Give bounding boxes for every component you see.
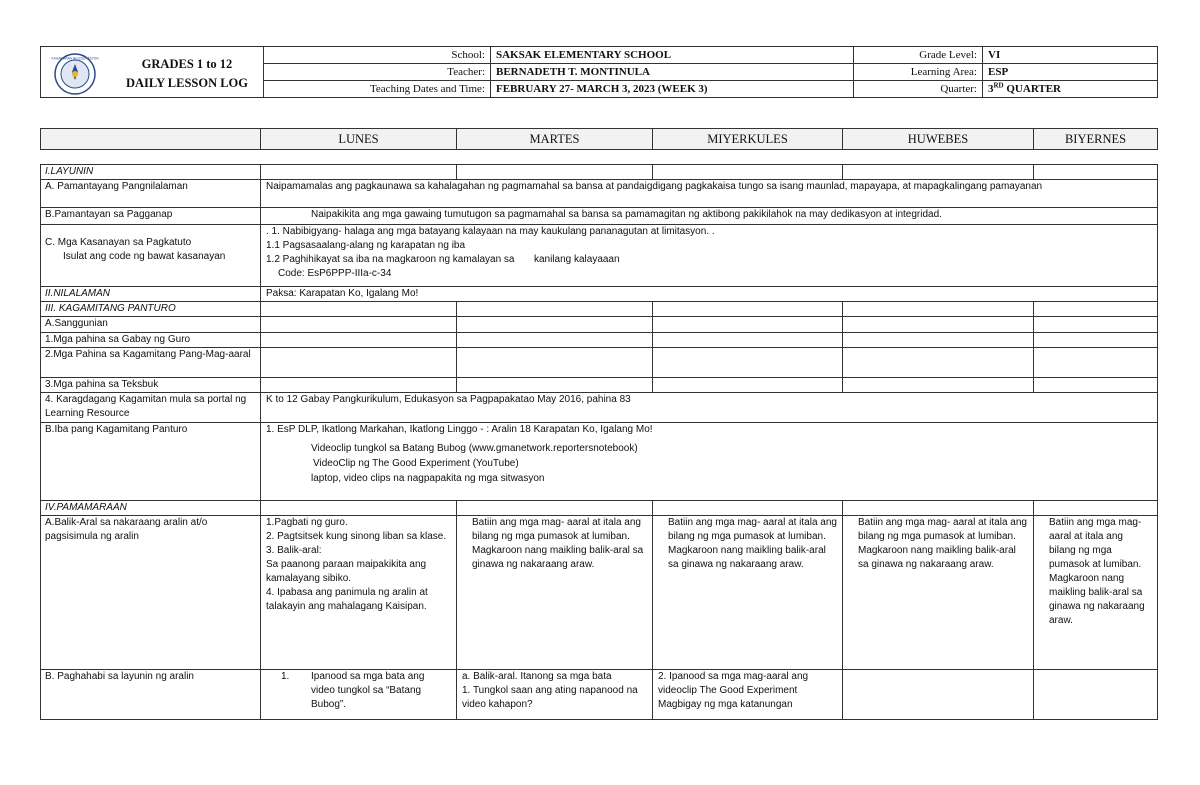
table-row	[41, 670, 1158, 720]
balik-aral-martes	[457, 516, 653, 670]
table-row	[41, 348, 1158, 378]
kasanayan-label	[41, 225, 261, 287]
balik-aral-lunes	[261, 516, 457, 670]
dates-value: FEBRUARY 27- MARCH 3, 2023 (WEEK 3)	[491, 81, 854, 98]
karagdagan-label: 4. Karagdagang Kagamitan mula sa portal ng Learning Resource	[41, 393, 261, 423]
table-row	[41, 180, 1158, 208]
cell	[457, 333, 653, 348]
balik-day-a: Batiin ang mga mag- aaral at itala ang bilang ng mga pumasok at lumiban.	[858, 517, 1027, 542]
teacher-label: Teacher:	[264, 64, 491, 81]
kasanayan-line-3: 1.2 Paghihikayat sa iba na magkaroon ng kamalayan sa kanilang kalayaaan	[266, 254, 620, 265]
pagganap-label: B.Pamantayan sa Pagganap	[41, 208, 261, 225]
quarter-word: QUARTER	[1003, 83, 1061, 95]
day-miyerkules: MIYERKULES	[653, 129, 843, 150]
sanggunian-label: A.Sanggunian	[41, 317, 261, 333]
teacher-value: BERNADETH T. MONTINULA	[491, 64, 854, 81]
pagganap-text: Naipakikita ang mga gawaing tumutugon sa pagmamahal sa bansa sa pamamagitan ng aktibong pakikilahok na may dedikasyon at integridad.	[261, 208, 1158, 225]
grade-label: Grade Level:	[854, 47, 983, 64]
pamantayang-label: A. Pamantayang Pangnilalaman	[41, 180, 261, 208]
paghahabi-label: B. Paghahabi sa layunin ng aralin	[41, 670, 261, 720]
title-line-1: GRADES 1 to 12	[141, 57, 233, 71]
day-header-table	[40, 128, 1158, 150]
balik-day-a: Batiin ang mga mag- aaral at itala ang bilang ng mga pumasok at lumiban.	[472, 517, 641, 542]
balik-aral-huwebes	[843, 516, 1034, 670]
quarter-label: Quarter:	[854, 81, 983, 98]
table-row	[41, 501, 1158, 516]
cell	[653, 348, 843, 378]
cell	[653, 317, 843, 333]
cell	[1034, 348, 1158, 378]
cell	[1034, 165, 1158, 180]
section-pamamaraan: IV.PAMAMARAAN	[41, 501, 261, 516]
balik-aral-biyernes	[1034, 516, 1158, 670]
cell	[261, 317, 457, 333]
cell	[261, 165, 457, 180]
cell	[457, 501, 653, 516]
cell	[843, 670, 1034, 720]
table-row	[41, 225, 1158, 287]
quarter-value	[983, 81, 1158, 98]
iba-text	[261, 423, 1158, 501]
table-row	[41, 317, 1158, 333]
svg-text:KAGAWARAN NG EDUKASYON: KAGAWARAN NG EDUKASYON	[51, 56, 99, 61]
balik-lunes-line-5: 4. Ipabasa ang panimula ng aralin at talakayin ang mahalagang Kaisipan.	[266, 587, 428, 612]
kasanayan-line-2: 1.1 Pagsasaalang-alang ng karapatan ng iba	[266, 240, 466, 251]
cell	[1034, 302, 1158, 317]
area-label: Learning Area:	[854, 64, 983, 81]
kasanayan-label-2: Isulat ang code ng bawat kasanayan	[63, 251, 226, 262]
paghahabi-lunes-item	[281, 670, 451, 712]
cell	[261, 378, 457, 393]
cell	[653, 302, 843, 317]
kagamitang-pang-label: 2.Mga Pahina sa Kagamitang Pang-Mag-aaral	[41, 348, 261, 378]
cell	[653, 333, 843, 348]
paghahabi-lunes-text: Ipanood sa mga bata ang video tungkol sa “Batang Bubog”.	[311, 671, 425, 710]
paghahabi-martes-line-1: a. Balik-aral. Itanong sa mga bata	[462, 671, 612, 682]
balik-lunes-line-2: 2. Pagtsitsek kung sinong liban sa klase.	[266, 531, 447, 542]
nilalaman-text: Paksa: Karapatan Ko, Igalang Mo!	[261, 287, 1158, 302]
table-row	[41, 302, 1158, 317]
table-row	[41, 333, 1158, 348]
cell	[843, 348, 1034, 378]
cell	[457, 348, 653, 378]
title-line-2: DAILY LESSON LOG	[125, 76, 249, 90]
day-martes: MARTES	[457, 129, 653, 150]
balik-day-b: Magkaroon nang maikling balik-aral sa ginawa ng nakaraang araw.	[858, 545, 1016, 570]
header-info-table	[263, 46, 1158, 98]
kasanayan-text	[261, 225, 1158, 287]
cell	[843, 317, 1034, 333]
balik-day-a: Batiin ang mga mag- aaral at itala ang bilang ng mga pumasok at lumiban.	[668, 517, 837, 542]
balik-lunes-line-3: 3. Balik-aral:	[266, 545, 322, 556]
balik-day-b: Magkaroon nang maikling balik-aral sa ginawa ng nakaraang araw.	[668, 545, 826, 570]
cell	[457, 302, 653, 317]
table-row	[41, 208, 1158, 225]
balik-day-b: Magkaroon nang maikling balik-aral sa ginawa ng nakaraang araw.	[472, 545, 644, 570]
karagdagan-text: K to 12 Gabay Pangkurikulum, Edukasyon sa Pagpapakatao May 2016, pahina 83	[261, 393, 1158, 423]
balik-day-b: Magkaroon nang maikling balik-aral sa ginawa ng nakaraang araw.	[1049, 573, 1145, 626]
iba-line-2: Videoclip tungkol sa Batang Bubog (www.gmanetwork.reportersnotebook)	[311, 443, 638, 454]
kasanayan-line-1: . 1. Nabibigyang- halaga ang mga batayang kalayaan na may kaukulang pananagutan at limitasyon. .	[266, 226, 715, 237]
paghahabi-miyerkules: 2. Ipanood sa mga mag-aaral ang videoclip The Good Experiment Magbigay ng mga katanungan	[653, 670, 843, 720]
section-nilalaman: II.NILALAMAN	[41, 287, 261, 302]
iba-label: B.Iba pang Kagamitang Panturo	[41, 423, 261, 501]
cell	[1034, 378, 1158, 393]
paghahabi-lunes-num: 1.	[281, 671, 290, 682]
balik-lunes-line-1: 1.Pagbati ng guro.	[266, 517, 348, 528]
cell	[843, 378, 1034, 393]
cell	[261, 501, 457, 516]
quarter-suffix: RD	[993, 81, 1004, 90]
table-row	[41, 423, 1158, 501]
paghahabi-martes-line-2: 1. Tungkol saan ang ating napanood na video kahapon?	[462, 685, 638, 710]
cell	[261, 348, 457, 378]
iba-line-3: VideoClip ng The Good Experiment (YouTube)	[313, 458, 519, 469]
pamantayang-text: Naipamamalas ang pagkaunawa sa kahalagahan ng pagmamahal sa bansa at pandaigdigang pagkakaisa tungo sa isang maunlad, mapayapa, at mapagkalingang pamayanan	[261, 180, 1158, 208]
day-huwebes: HUWEBES	[843, 129, 1034, 150]
table-row	[41, 393, 1158, 423]
deped-seal-icon	[51, 53, 99, 95]
iba-line-1: 1. EsP DLP, Ikatlong Markahan, Ikatlong Linggo - : Aralin 18 Karapatan Ko, Igalang Mo!	[266, 424, 653, 435]
balik-aral-miyerkules	[653, 516, 843, 670]
school-label: School:	[264, 47, 491, 64]
kasanayan-label-1: C. Mga Kasanayan sa Pagkatuto	[45, 237, 192, 248]
document-title	[112, 55, 262, 93]
day-lunes: LUNES	[261, 129, 457, 150]
kasanayan-code: Code: EsP6PPP-IIIa-c-34	[278, 268, 392, 279]
balik-aral-label: A.Balik-Aral sa nakaraang aralin at/o pagsisimula ng aralin	[41, 516, 261, 670]
cell	[653, 165, 843, 180]
table-row	[41, 287, 1158, 302]
cell	[843, 165, 1034, 180]
cell	[261, 302, 457, 317]
cell	[843, 501, 1034, 516]
cell	[457, 378, 653, 393]
cell	[1034, 317, 1158, 333]
table-row	[41, 378, 1158, 393]
day-biyernes: BIYERNES	[1034, 129, 1158, 150]
cell	[457, 317, 653, 333]
balik-lunes-line-4: Sa paanong paraan maipakikita ang kamalayang sibiko.	[266, 559, 427, 584]
day-header-blank	[41, 129, 261, 150]
quarter-number: 3	[988, 83, 994, 95]
grade-value: VI	[983, 47, 1158, 64]
balik-day-a: Batiin ang mga mag- aaral at itala ang bilang ng mga pumasok at lumiban.	[1049, 517, 1142, 570]
school-value: SAKSAK ELEMENTARY SCHOOL	[491, 47, 854, 64]
cell	[1034, 670, 1158, 720]
table-row	[41, 516, 1158, 670]
area-value: ESP	[983, 64, 1158, 81]
paghahabi-martes	[457, 670, 653, 720]
cell	[843, 333, 1034, 348]
cell	[843, 302, 1034, 317]
cell	[653, 378, 843, 393]
gabay-label: 1.Mga pahina sa Gabay ng Guro	[41, 333, 261, 348]
section-kagamitan: III. KAGAMITANG PANTURO	[41, 302, 261, 317]
dates-label: Teaching Dates and Time:	[264, 81, 491, 98]
cell	[1034, 501, 1158, 516]
table-row	[41, 165, 1158, 180]
section-layunin: I.LAYUNIN	[41, 165, 261, 180]
cell	[261, 333, 457, 348]
lesson-table	[40, 164, 1158, 720]
teksbuk-label: 3.Mga pahina sa Teksbuk	[41, 378, 261, 393]
cell	[457, 165, 653, 180]
cell	[1034, 333, 1158, 348]
cell	[653, 501, 843, 516]
paghahabi-lunes	[261, 670, 457, 720]
iba-line-4: laptop, video clips na nagpapakita ng mga sitwasyon	[311, 473, 545, 484]
